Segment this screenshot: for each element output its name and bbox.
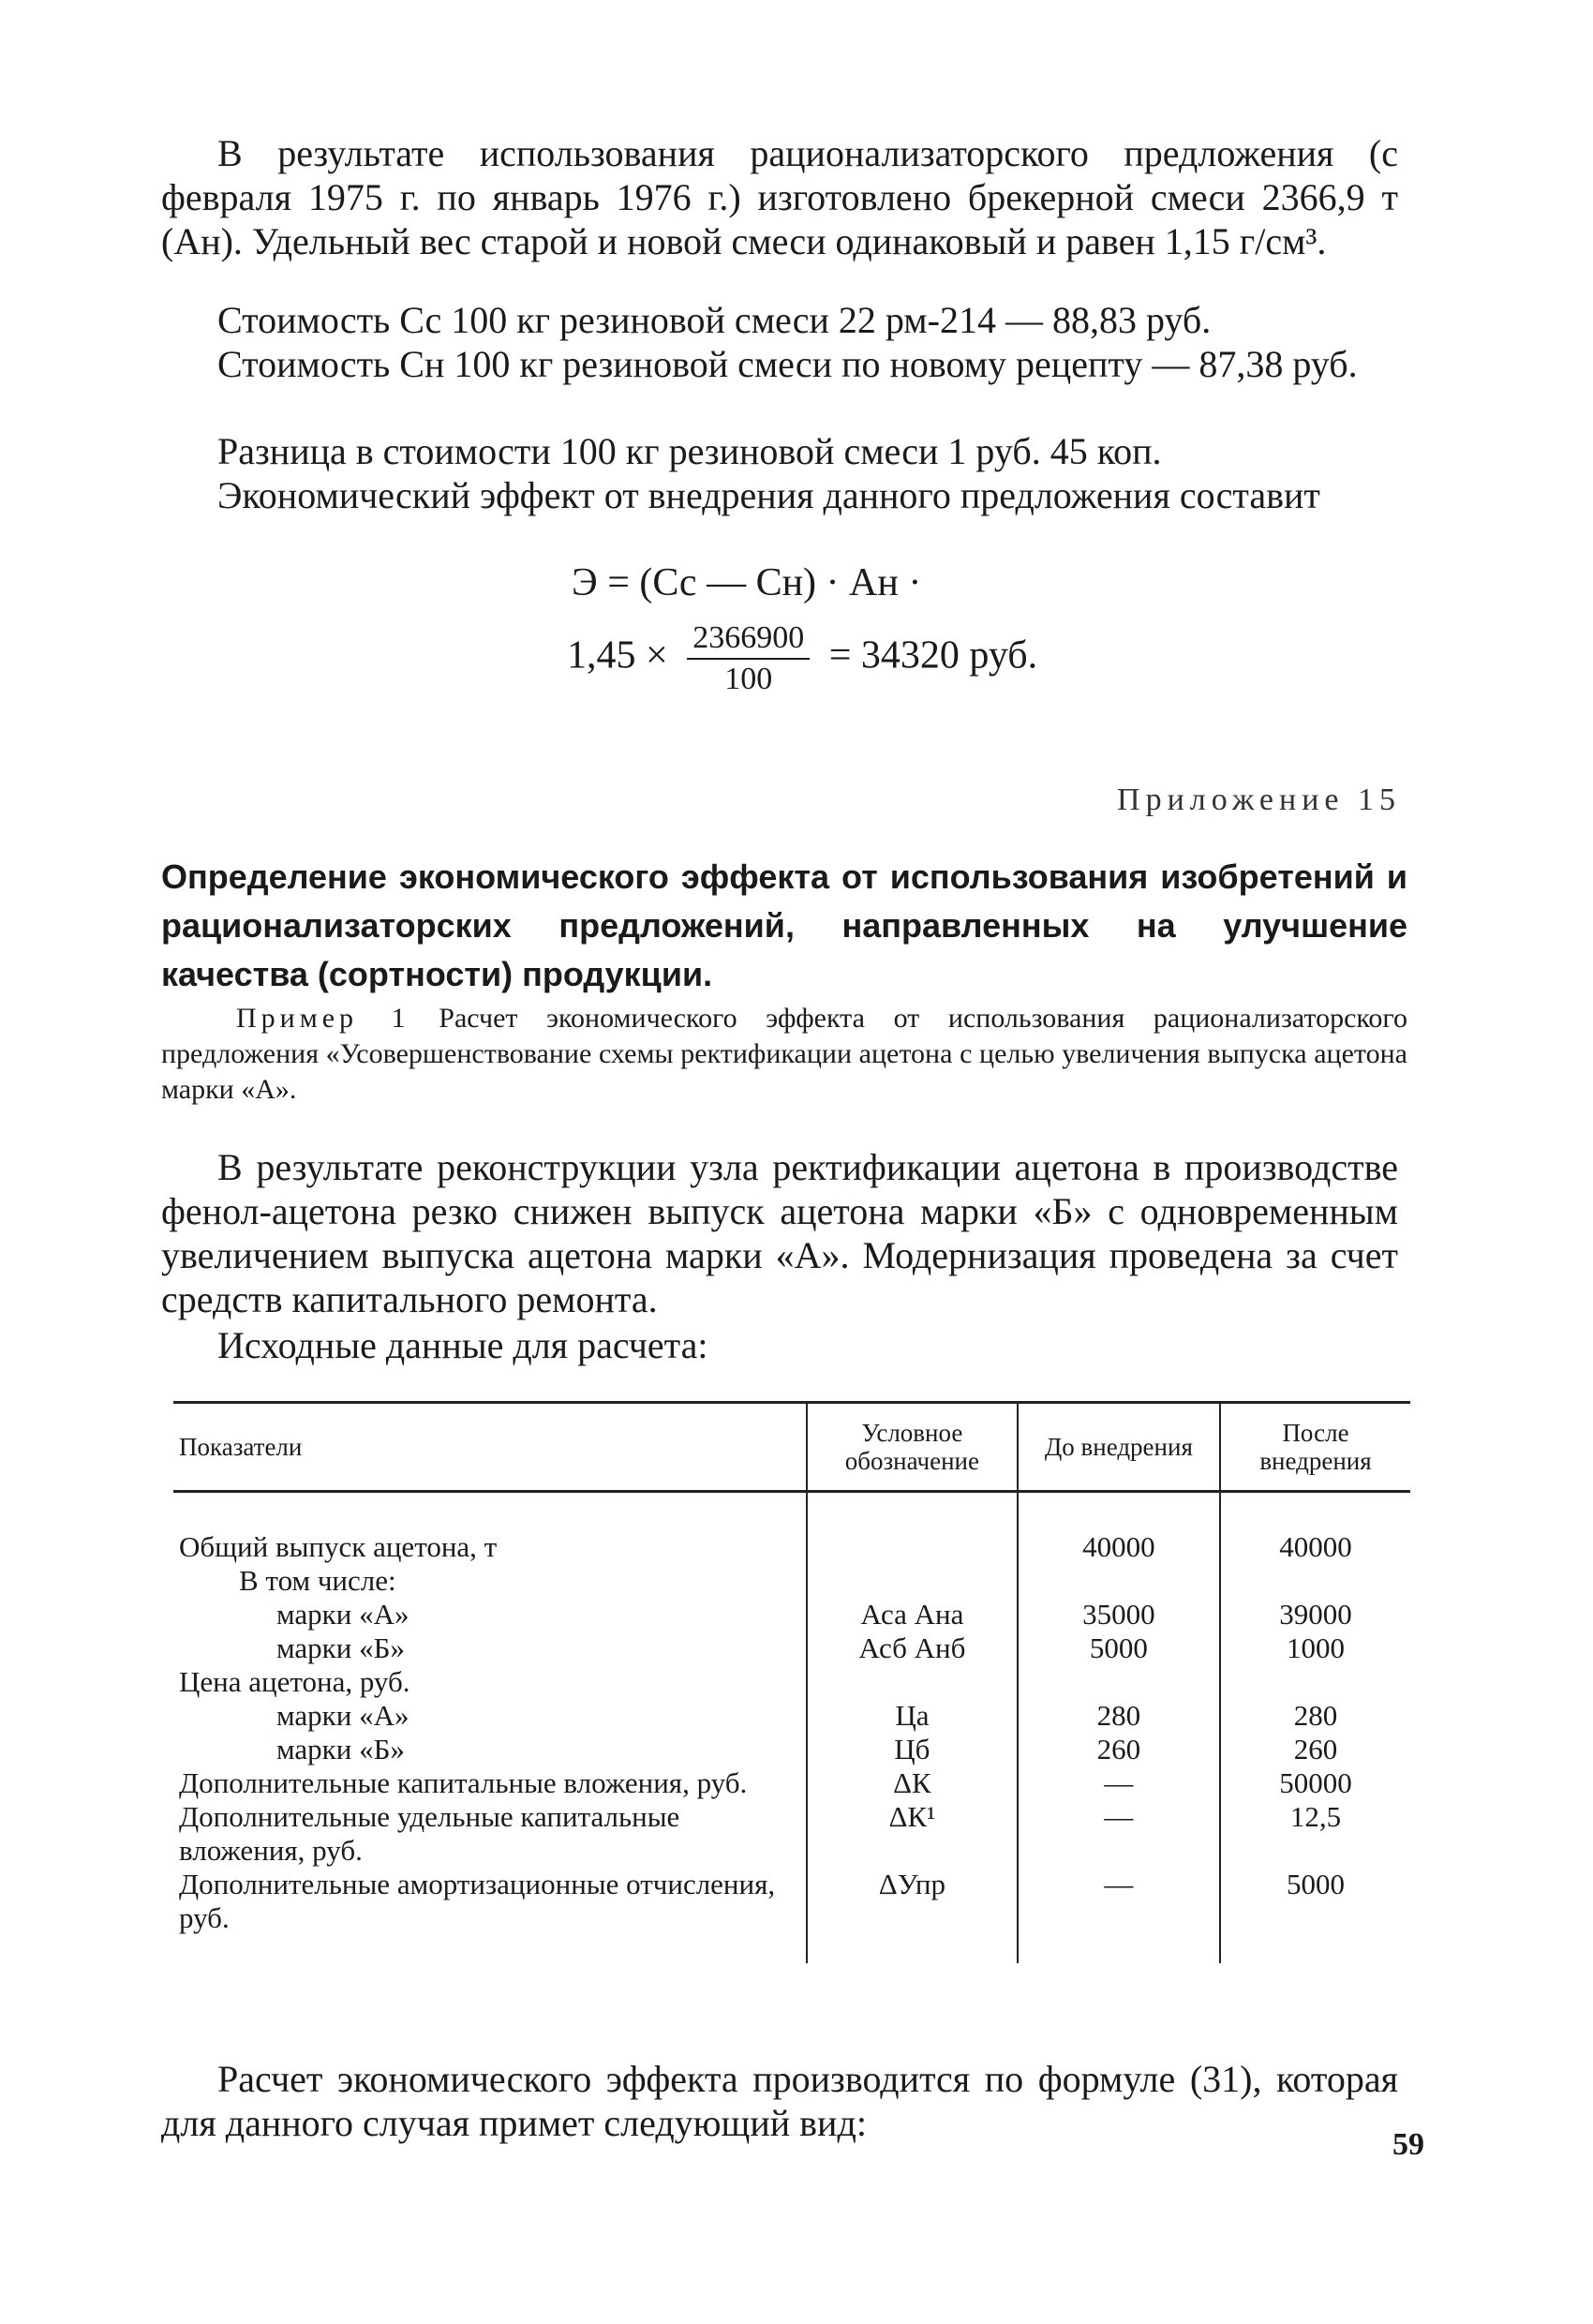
formula-line-1: Э = (Сс — Сн) · Ан · [572,561,922,604]
row-symbol: ΔК [807,1766,1018,1800]
row-before: 280 [1018,1699,1220,1733]
row-after: 5000 [1220,1868,1410,1963]
intro-paragraph-1: В результате использования рационализаторского предложения (с февраля 1975 г. по январь 1976 г.) изготовлено брекерной смеси 2366,9 т (Ан). Удельный вес старой и новой смеси одинаковый и равен 1,15 г/см³. [161,132,1398,262]
table-body [173,1492,1410,1964]
row-symbol: Ца [807,1699,1018,1733]
row-after: 39000 [1220,1598,1410,1631]
row-label: марки «А» [276,1699,409,1732]
table-row [173,1665,1410,1699]
row-before: 40000 [1018,1492,1220,1565]
row-before: — [1018,1800,1220,1868]
row-before [1018,1665,1220,1699]
row-after: 260 [1220,1733,1410,1766]
header-after: После внедрения [1220,1403,1410,1492]
body-paragraph-1: В результате реконструкции узла ректификации ацетона в производстве фенол-ацетона резко снижен выпуск ацетона марки «Б» с одновременным увеличением выпуска ацетона марки «А». Модернизация проведена за счет средств капитального ремонта. [161,1146,1398,1320]
table-row [173,1564,1410,1598]
row-label: марки «Б» [276,1631,405,1664]
row-symbol [807,1665,1018,1699]
row-symbol: Асб Анб [807,1631,1018,1665]
table-row [173,1766,1410,1800]
intro-paragraph-2: Стоимость Сс 100 кг резиновой смеси 22 рм-214 — 88,83 руб. [217,299,1212,341]
example-label: Пример 1 [236,1003,410,1034]
header-indicators: Показатели [173,1403,807,1492]
formula-numerator: 2366900 [687,618,810,660]
table-row [173,1800,1410,1868]
intro-paragraph-5: Экономический эффект от внедрения данного предложения составит [217,474,1320,516]
row-before [1018,1564,1220,1598]
header-before: До внедрения [1018,1403,1220,1492]
header-symbol: Условное обозначение [807,1403,1018,1492]
formula-coefficient: 1,45 × [567,633,668,678]
row-before: 35000 [1018,1598,1220,1631]
row-symbol: Аса Ана [807,1598,1018,1631]
row-label: Общий выпуск ацетона, т [179,1530,498,1563]
row-after: 1000 [1220,1631,1410,1665]
row-before: — [1018,1766,1220,1800]
row-after [1220,1665,1410,1699]
page-number: 59 [1392,2127,1424,2162]
row-label: В том числе: [239,1564,396,1597]
row-symbol [807,1564,1018,1598]
row-after: 40000 [1220,1492,1410,1565]
formula-fraction [687,618,810,699]
row-after: 280 [1220,1699,1410,1733]
row-after [1220,1564,1410,1598]
source-data-table [173,1401,1410,1963]
intro-paragraph-4: Разница в стоимости 100 кг резиновой смеси 1 руб. 45 коп. [217,430,1162,472]
appendix-label: Приложение 15 [1117,782,1401,817]
table-row [173,1631,1410,1665]
table-row [173,1492,1410,1565]
row-label: Дополнительные капитальные вложения, руб. [179,1766,748,1799]
row-after: 50000 [1220,1766,1410,1800]
row-label: Цена ацетона, руб. [179,1665,410,1698]
row-before: 5000 [1018,1631,1220,1665]
formula-line-2 [567,618,1037,699]
row-label: марки «А» [276,1598,409,1631]
row-after: 12,5 [1220,1800,1410,1868]
row-before: — [1018,1868,1220,1963]
row-before: 260 [1018,1733,1220,1766]
row-symbol: ΔУпр [807,1868,1018,1963]
row-label: Дополнительные амортизационные отчисления, руб. [179,1868,776,1934]
table-row [173,1598,1410,1631]
table-row [173,1699,1410,1733]
closing-paragraph: Расчет экономического эффекта производится по формуле (31), которая для данного случая примет следующий вид: [161,2058,1398,2144]
intro-paragraph-3: Стоимость Сн 100 кг резиновой смеси по новому рецепту — 87,38 руб. [217,343,1358,385]
table-header-row [173,1403,1410,1492]
row-label: Дополнительные удельные капитальные вложения, руб. [179,1800,680,1867]
row-symbol [807,1492,1018,1565]
section-title: Определение экономического эффекта от использования изобретений и рационализаторских предложений, направленных на улучшение качества (сортности) продукции. [161,857,1407,993]
body-paragraph-2: Исходные данные для расчета: [217,1324,708,1366]
example-text: Расчет экономического эффекта от использования рационализаторского предложения «Усовершенствование схемы ректификации ацетона с целью увеличения выпуска ацетона марки «А». [161,1003,1407,1105]
table-row [173,1868,1410,1963]
row-symbol: Цб [807,1733,1018,1766]
row-label: марки «Б» [276,1733,405,1765]
example-paragraph [161,1001,1407,1108]
table-row [173,1733,1410,1766]
formula-denominator: 100 [724,662,773,696]
row-symbol: ΔК¹ [807,1800,1018,1868]
formula-result: = 34320 руб. [828,633,1038,678]
